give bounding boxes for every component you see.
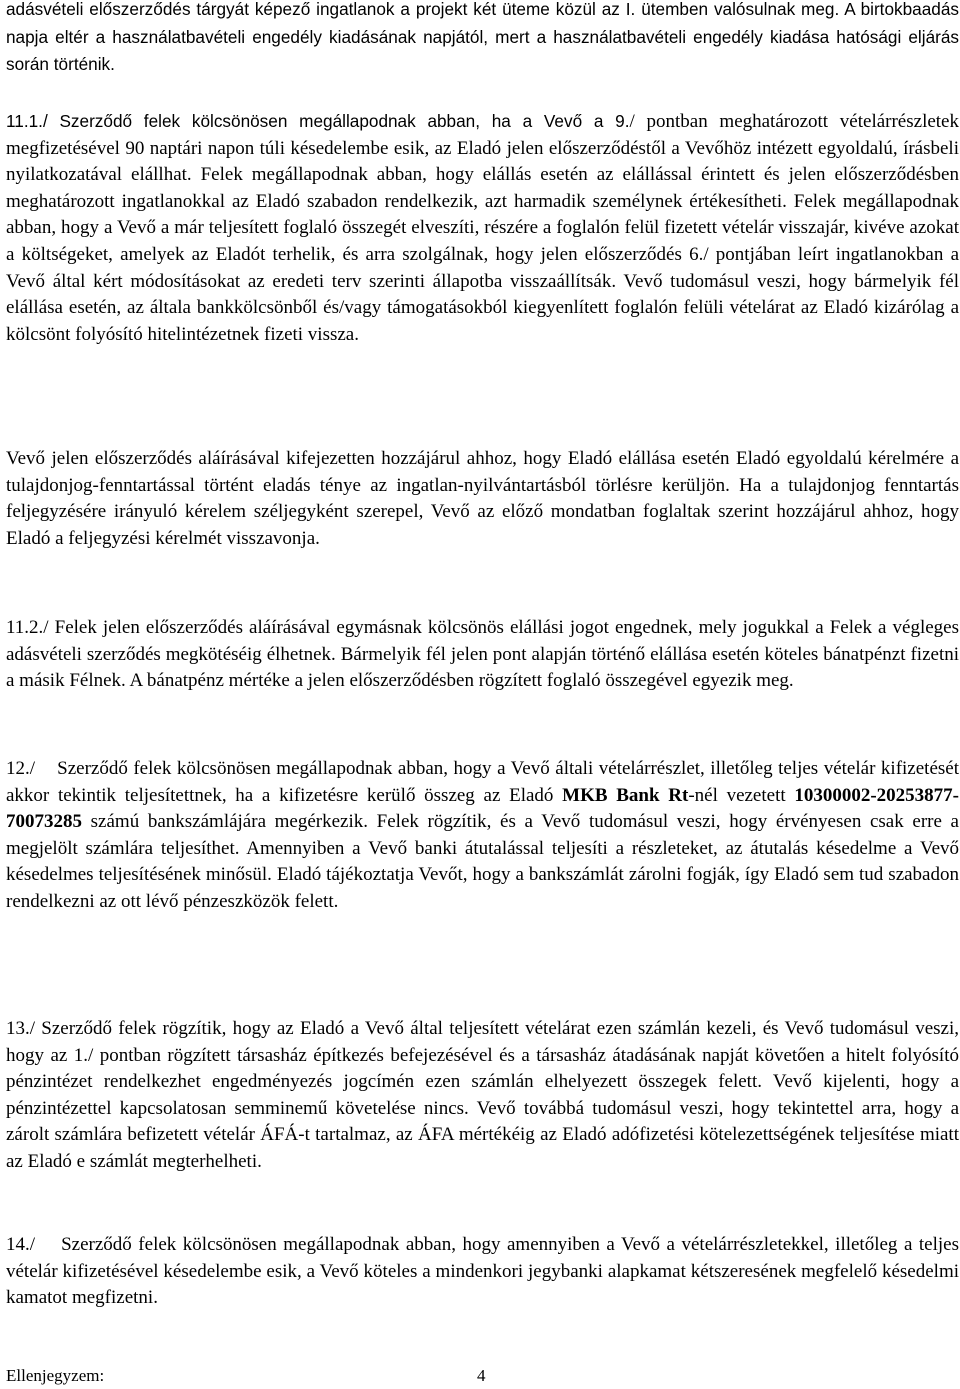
section-13-text: 13./ Szerződő felek rögzítik, hogy az Eladó a Vevő által teljesített vételárat ezen számlán kezeli, és Vevő tudomásul veszi, hogy az 1./ pontban rögzített társasház építkezés befejezésével és a társasház átadásának napját követően a hitelt folyósító pénzintézet rendelkezhet engedményezés jogcímén ezen számlán elhelyezett összegek felett. Vevő kijelenti, hogy a pénzintézettel kapcsolatosan semminemű követelése nincs. Vevő továbbá tudomásul veszi, hogy tekintettel arra, hogy a zárolt számlára befizetett vételár ÁFÁ-t tartalmaz, az ÁFA mértékéig az Eladó adófizetési kötelezettségének teljesítése miatt az Eladó e számlát megterhelheti. — [6, 1018, 959, 1172]
countersign-label: Ellenjegyzem: — [6, 1366, 105, 1385]
section-11-2-text: 11.2./ Felek jelen előszerződés aláírásával egymásnak kölcsönös elállási jogot engednek, mely jogukkal a Felek a végleges adásvételi szerződés megkötéséig élhetnek. Bármelyik fél jelen pont alapján történő elállása esetén köteles bánatpénzt fizetni a másik Félnek. A bánatpénz mértéke a jelen előszerződésben rögzített foglaló összegével egyezik meg. — [6, 617, 959, 692]
paragraph-consent — [6, 446, 959, 552]
page-footer — [6, 1365, 959, 1389]
paragraph-14 — [6, 1232, 959, 1312]
section-14-text: 14./ Szerződő felek kölcsönösen megállapodnak abban, hogy amennyiben a Vevő a vételárrészletekkel, illetőleg a teljes vételár kifizetésével késedelembe esik, a Vevő köteles a mindenkori jegybanki alapkamat kétszeresének megfelelő késedelmi kamatot megfizetni. — [6, 1234, 959, 1309]
paragraph-11-1 — [6, 108, 959, 348]
section-11-1-lead: 11.1./ Szerződő felek kölcsönösen megállapodnak abban, ha a Vevő a 9. — [6, 111, 630, 131]
paragraph-12 — [6, 756, 959, 916]
section-12-text-a: 12./ Szerződő felek kölcsönösen megállapodnak abban, hogy a Vevő általi vételárrészlet, illetőleg teljes vételár kifizetését akkor tekintik teljesítettnek, ha a kifizetésre kerülő összeg az Eladó — [6, 758, 959, 806]
page-number: 4 — [477, 1366, 486, 1385]
paragraph-13 — [6, 1016, 959, 1176]
section-11-1-body: / pontban meghatározott vételárrészletek megfizetésével 90 naptári napon túli késedelembe esik, az Eladó jelen előszerződéstől a Vevőhöz intézett egyoldalú, írásbeli nyilatkozatával elállhat. Felek megállapodnak abban, hogy elállás esetén az elállással érintett és jelen előszerződésben meghatározott ingatlanokkal az Eladó szabadon rendelkezik, azt harmadik személynek értékesítheti. Felek megállapodnak abban, hogy a Vevő a már teljesített foglaló összegét elveszíti, részére a foglalón felül fizetett vételár visszajár, kivéve azokat a költségeket, amelyek az Eladót terhelik, és arra szolgálnak, hogy jelen előszerződés 6./ pontjában leírt ingatlanokban a Vevő által kért módosításokat az eredeti terv szerinti állapotba visszaállítsák. Vevő tudomásul veszi, hogy bármelyik fél elállása esetén, az általa bankkölcsönből és/vagy támogatásokból kiegyenlített foglalón felüli vételárat az Eladó kizárólag a kölcsönt folyósító hitelintézetnek fizeti vissza. — [6, 111, 959, 345]
section-12-text-c: számú bankszámlájára megérkezik. Felek rögzítik, és a Vevő tudomásul veszi, hogy érvényesen csak erre a megjelölt számlára teljesíthet. Amennyiben a Vevő banki átutalással teljesíti a részleteket, az átutalás késedelme a Vevő késedelmes teljesítésének minősül. Eladó tájékoztatja Vevőt, hogy a bankszámlát zárolni fogják, így Eladó sem tud szabadon rendelkezni az ott lévő pénzeszközök felett. — [6, 811, 959, 912]
section-12-text-b: -nél vezetett — [688, 784, 795, 806]
paragraph-11-2 — [6, 615, 959, 695]
bank-name: MKB Bank Rt — [562, 784, 689, 806]
account-number: 10300002-20253877-70073285 — [6, 784, 960, 833]
consent-text: Vevő jelen előszerződés aláírásával kifejezetten hozzájárul ahhoz, hogy Eladó elállása esetén Eladó egyoldalú kérelmére a tulajdonjog-fenntartással történt eladás ténye az ingatlan-nyilvántartásból törlésre kerüljön. Ha a tulajdonjog fenntartás feljegyzésére irányuló kérelem széljegyként szerepel, Vevő az előző mondatban foglaltak szerint hozzájárul ahhoz, hogy Eladó a feljegyzési kérelmét visszavonja. — [6, 448, 959, 549]
paragraph-intro — [6, 0, 959, 79]
intro-text: adásvételi előszerződés tárgyát képező ingatlanok a projekt két üteme közül az I. ütemben valósulnak meg. A birtokbaadás napja eltér a használatbavételi engedély kiadásának napjától, mert a használatbavételi engedély kiadása hatósági eljárás során történik. — [6, 0, 959, 75]
